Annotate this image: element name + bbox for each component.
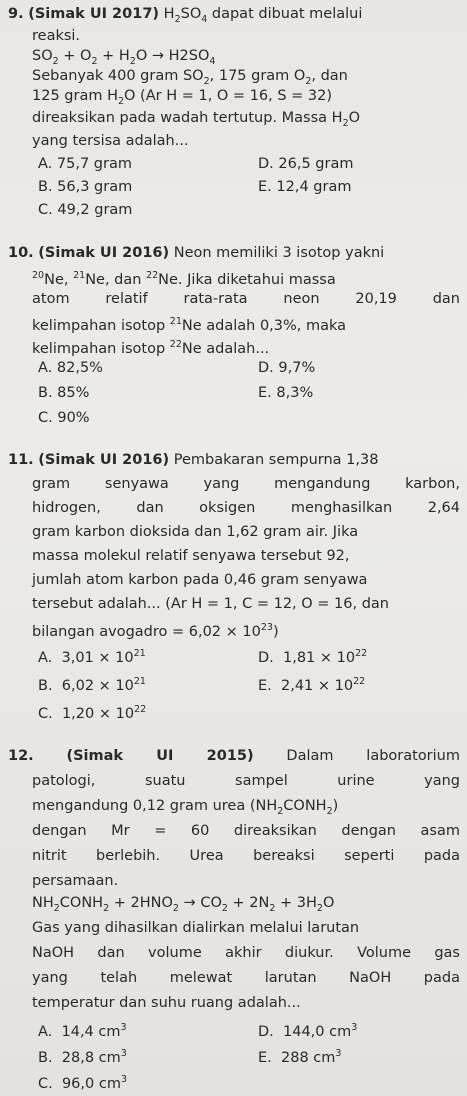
q12-line1-tail: Dalam laboratorium [286, 748, 460, 764]
q10-number: 10. [8, 245, 34, 261]
q10-line4: kelimpahan isotop $^{21}$Ne adalah 0,3%, maka [32, 316, 347, 334]
q11-heading [8, 450, 378, 470]
q11-option-e: E. $2,41 \times 10^{22}$ [258, 676, 366, 694]
q9-option-d: D. 26,5 gram [258, 156, 354, 172]
q12-option-d: D. 144,0 $cm^3$ [258, 1022, 358, 1040]
q12-option-c: C. 96,0 $cm^3$ [38, 1074, 127, 1092]
q9-option-b: B. 56,3 gram [38, 179, 133, 195]
q12-line2: patologi, suatu sampel urine yang [32, 773, 460, 789]
q9-equation: $SO_2 + O_2 + H_2O \to H2SO_4$ [32, 48, 216, 67]
q10-line1-tail: Neon memiliki 3 isotop yakni [173, 245, 385, 261]
q12-line10: yang telah melewat larutan NaOH pada [32, 970, 460, 986]
q11-option-a: A. $3,01 \times 10^{21}$ [38, 648, 146, 666]
q10-option-a: A. 82,5% [38, 360, 103, 376]
q12-line6: persamaan. [32, 873, 119, 889]
q12-option-a: A. 14,4 $cm^3$ [38, 1022, 127, 1040]
q9-line5: 125 gram $H_2O$ (Ar H = 1, O = 16, S = 32) [32, 88, 333, 107]
q10-heading [8, 243, 384, 263]
q11-option-b: B. $6,02 \times 10^{21}$ [38, 676, 146, 694]
q9-heading: 9. (Simak UI 2017) $H_2SO_4$ dapat dibuat melalui [8, 6, 363, 25]
q10-option-b: B. 85% [38, 385, 90, 401]
q9-line6: direaksikan pada wadah tertutup. Massa $H_2O$ [32, 110, 361, 129]
q11-line1-tail: Pembakaran sempurna 1,38 [173, 452, 379, 468]
q9-line2: reaksi. [32, 28, 81, 44]
q9-intro-tail: dapat dibuat melalui [211, 6, 363, 22]
q10-line5: kelimpahan isotop $^{22}$Ne adalah... [32, 339, 270, 357]
q9-line7: yang tersisa adalah... [32, 133, 189, 149]
q12-line9: NaOH dan volume akhir diukur. Volume gas [32, 945, 460, 961]
q12-line3: mengandung 0,12 gram urea $(NH_2CONH_2)$ [32, 798, 339, 817]
q10-line2: $^{20}$Ne, $^{21}$Ne, dan $^{22}$Ne. Jika diketahui massa [32, 270, 336, 288]
q10-source: (Simak UI 2016) [38, 245, 170, 261]
q9-option-a: A. 75,7 gram [38, 156, 132, 172]
q11-line7: tersebut adalah... (Ar H = 1, C = 12, O = 16, dan [32, 596, 389, 612]
q11-source: (Simak UI 2016) [38, 452, 170, 468]
q10-option-c: C. 90% [38, 410, 90, 426]
q11-line6: jumlah atom karbon pada 0,46 gram senyawa [32, 572, 368, 588]
q12-line11: temperatur dan suhu ruang adalah... [32, 995, 301, 1011]
q9-option-e: E. 12,4 gram [258, 179, 352, 195]
q12-number: 12. [8, 748, 34, 764]
q12-line5: nitrit berlebih. Urea bereaksi seperti pada [32, 848, 460, 864]
q12-heading [8, 746, 460, 766]
q10-line3: atom relatif rata-rata neon 20,19 dan [32, 291, 460, 307]
q9-option-c: C. 49,2 gram [38, 202, 133, 218]
q11-line3: hidrogen, dan oksigen menghasilkan 2,64 [32, 500, 460, 516]
q11-line2: gram senyawa yang mengandung karbon, [32, 476, 460, 492]
q9-source: (Simak UI 2017) [28, 6, 160, 22]
q10-option-d: D. 9,7% [258, 360, 316, 376]
q12-source: (Simak UI 2015) [66, 748, 254, 764]
q12-option-b: B. 28,8 $cm^3$ [38, 1048, 127, 1066]
q10-option-e: E. 8,3% [258, 385, 314, 401]
q12-line4: dengan Mr = 60 direaksikan dengan asam [32, 823, 460, 839]
q11-option-c: C. $1,20 \times 10^{22}$ [38, 704, 147, 722]
q11-line8: bilangan avogadro = $6,02 \times 10^{23}$) [32, 622, 279, 640]
q9-number: 9. [8, 6, 24, 22]
q12-equation: $NH_2CONH_2 + 2HNO_2 \to CO_2 + 2N_2 + 3H_2O$ [32, 895, 335, 914]
q11-line5: massa molekul relatif senyawa tersebut 92, [32, 548, 350, 564]
q12-line8: Gas yang dihasilkan dialirkan melalui larutan [32, 920, 360, 936]
q12-option-e: E. 288 $cm^3$ [258, 1048, 342, 1066]
q11-line4: gram karbon dioksida dan 1,62 gram air. Jika [32, 524, 359, 540]
q11-number: 11. [8, 452, 34, 468]
q9-line4: Sebanyak 400 gram $SO_2$, 175 gram $O_2$, dan [32, 68, 348, 87]
q11-option-d: D. $1,81 \times 10^{22}$ [258, 648, 368, 666]
